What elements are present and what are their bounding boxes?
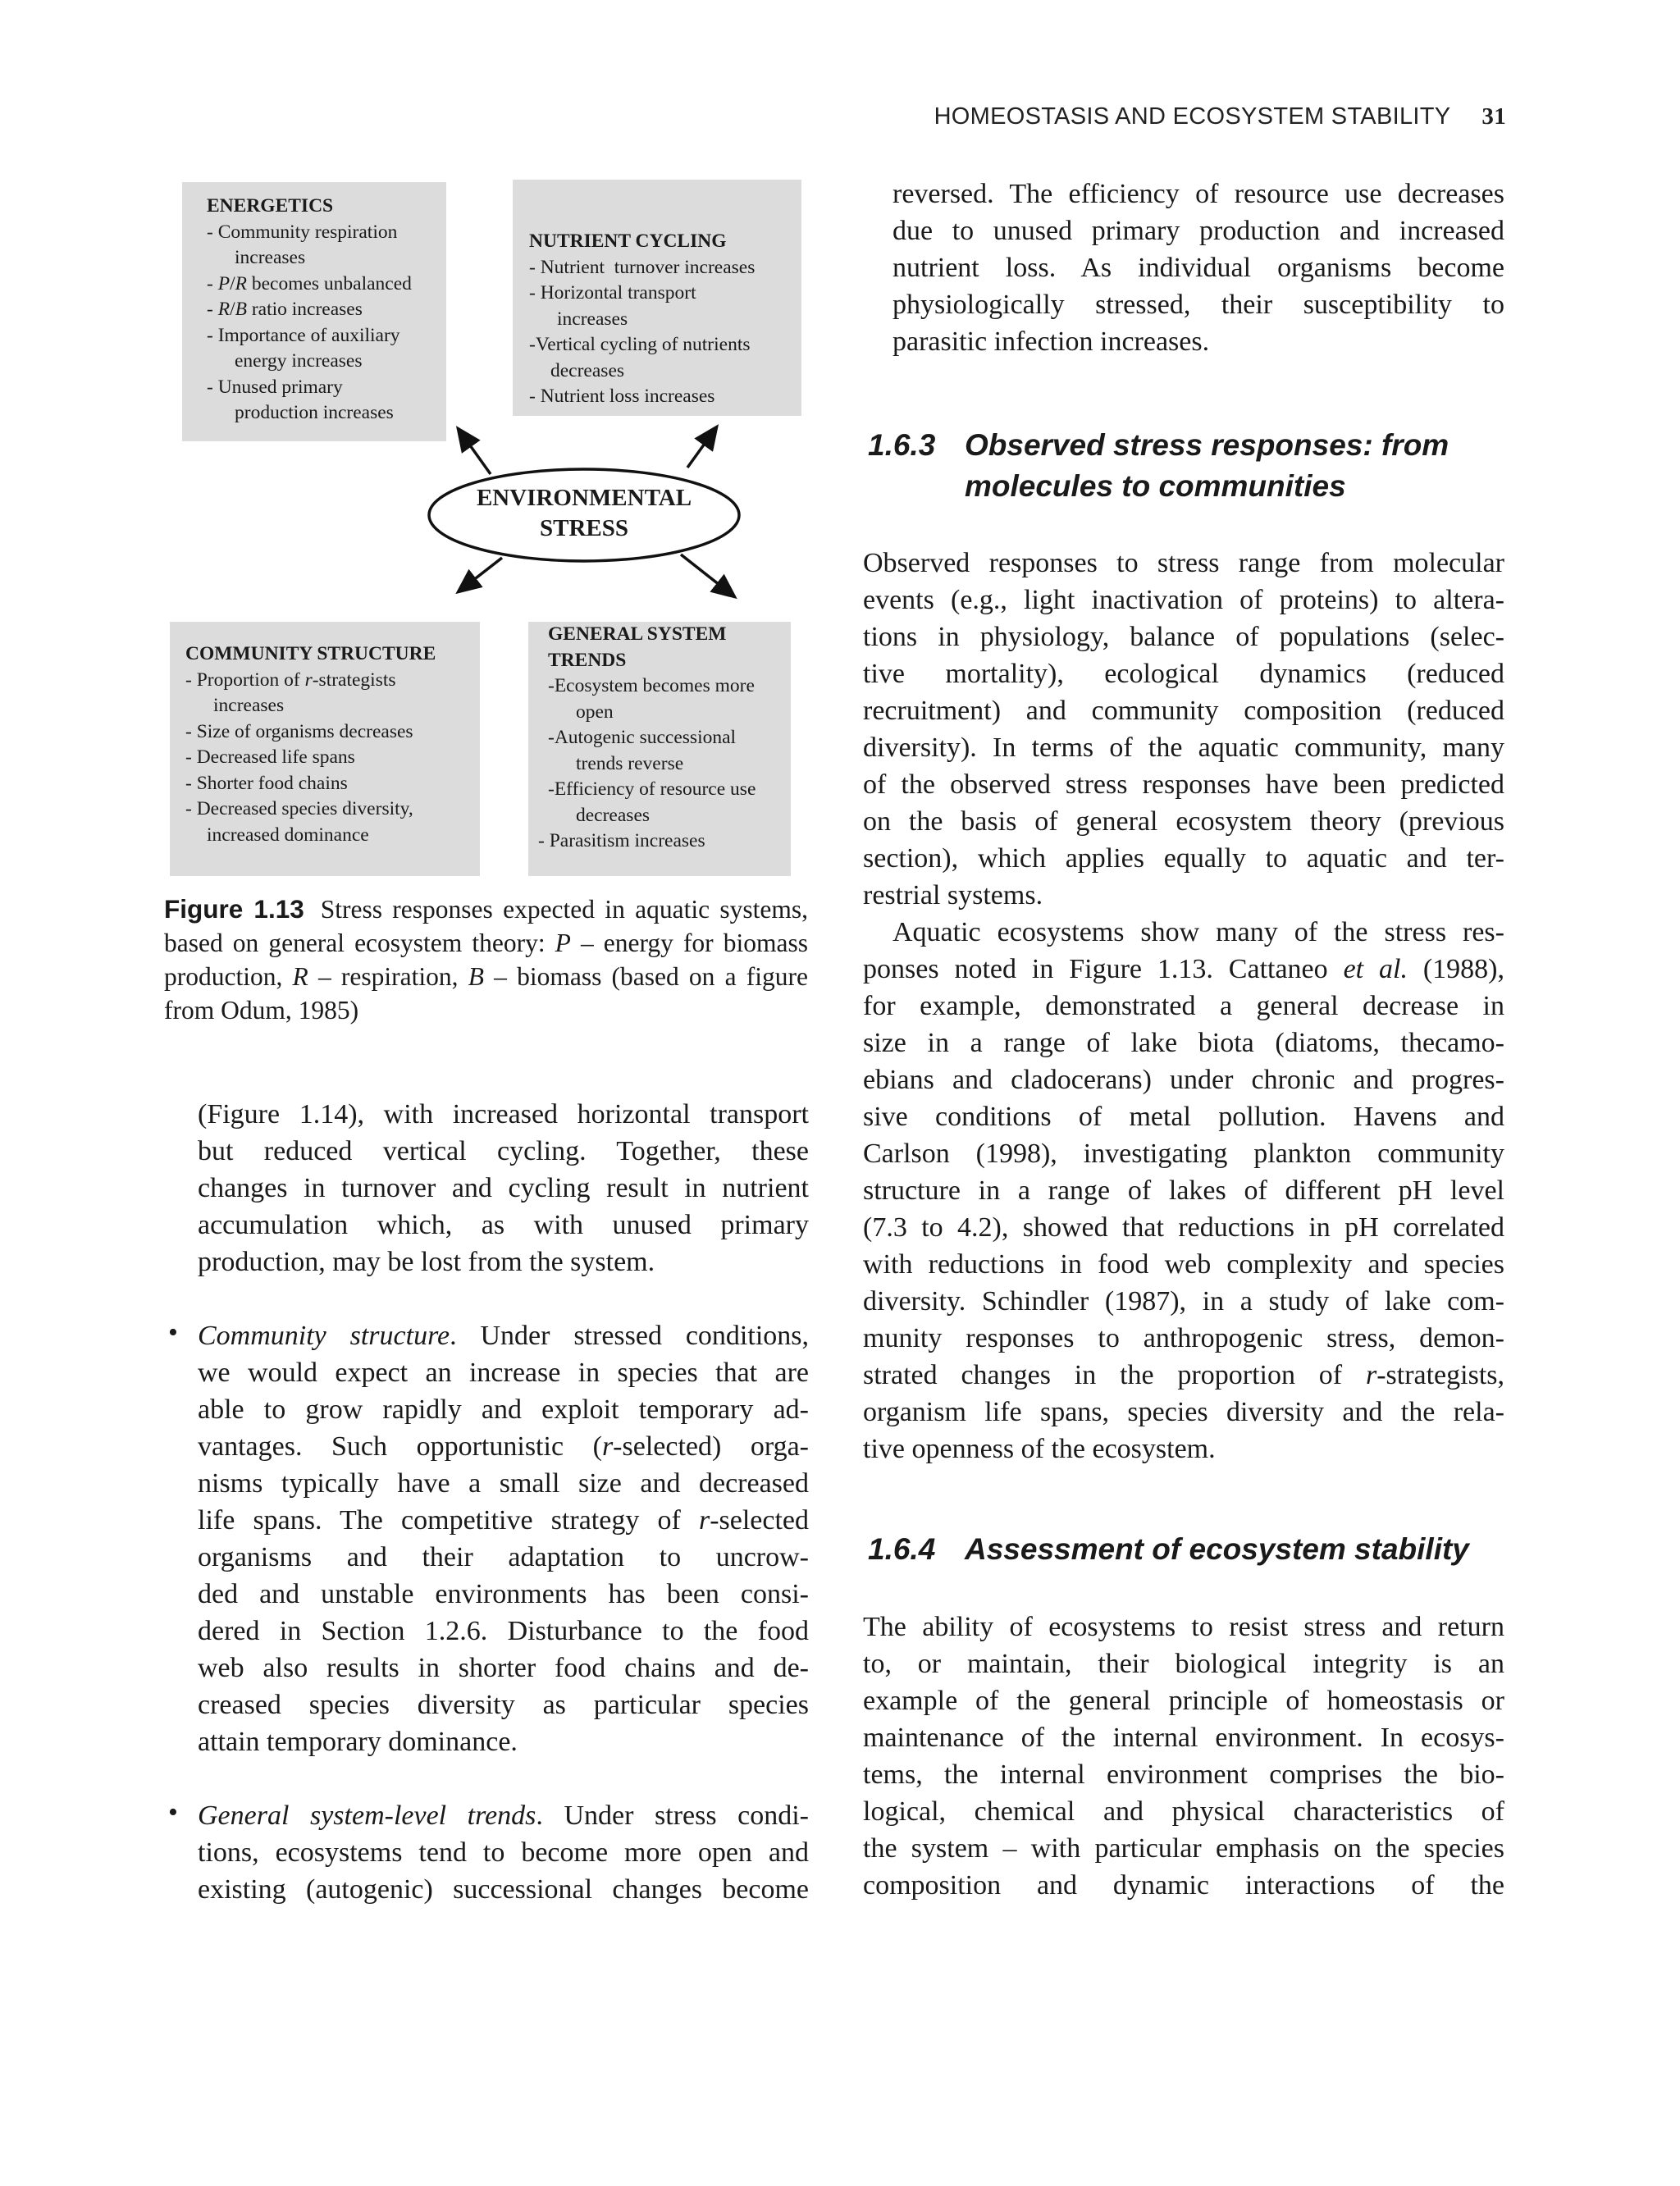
text-line: ponses noted in Figure 1.13. Cattaneo et al. (1988), — [863, 954, 1504, 984]
text-line: but reduced vertical cycling. Together, these — [198, 1136, 809, 1166]
stress-label-line2: STRESS — [539, 515, 628, 541]
text-line: tive mortality), ecological dynamics (reduced — [863, 659, 1504, 689]
text-line: (Figure 1.14), with increased horizontal transport — [198, 1099, 809, 1130]
text-line: web also results in shorter food chains and de- — [198, 1653, 809, 1683]
text-line: changes in turnover and cycling result in nutrient — [198, 1173, 809, 1203]
energetics-line: - Importance of auxiliary — [207, 324, 400, 346]
text-line: section), which applies equally to aquatic and ter- — [863, 843, 1504, 874]
text-line: creased species diversity as particular species — [198, 1690, 809, 1720]
community-line: increases — [213, 695, 285, 716]
text-line: tive openness of the ecosystem. — [863, 1434, 1216, 1464]
energetics-line: - Unused primary — [207, 376, 343, 398]
caption-text: Stress responses expected in aquatic systems, based on general ecosystem theory: P – energy for biomass production, R – respiration, B – biomass (based on a figure from Odum, 1985) — [164, 895, 808, 1025]
text-line: Carlson (1998), investigating plankton community — [863, 1139, 1504, 1169]
text-line: existing (autogenic) successional changes become — [198, 1874, 809, 1905]
general-title-1: GENERAL SYSTEM — [548, 623, 727, 645]
bullet-marker: • — [168, 1797, 178, 1828]
text-line: attain temporary dominance. — [198, 1727, 518, 1757]
text-line: vantages. Such opportunistic (r-selected) orga- — [198, 1431, 809, 1462]
general-line: open — [576, 701, 614, 723]
text-line: tions, ecosystems tend to become more open and — [198, 1837, 809, 1868]
section-1-6-3-body — [863, 545, 1504, 1467]
text-line: Aquatic ecosystems show many of the stress res- — [892, 917, 1504, 947]
energetics-line: production increases — [235, 402, 394, 423]
nutrient-cycling-box — [513, 180, 801, 416]
text-line: The ability of ecosystems to resist stress and return — [863, 1612, 1504, 1642]
text-line: to, or maintain, their biological integrity is an — [863, 1649, 1504, 1679]
text-line: we would expect an increase in species that are — [198, 1358, 809, 1388]
general-title-2: TRENDS — [548, 649, 627, 671]
community-line: - Size of organisms decreases — [185, 720, 413, 742]
energetics-box — [182, 182, 446, 441]
community-line: - Decreased life spans — [185, 746, 355, 768]
energetics-line: - P/R becomes unbalanced — [207, 272, 412, 294]
text-line: events (e.g., light inactivation of proteins) to altera- — [863, 585, 1504, 615]
general-line: -Efficiency of resource use — [548, 778, 756, 800]
text-line: nutrient loss. As individual organisms become — [892, 253, 1504, 283]
arrow-to-nutrient — [687, 427, 717, 468]
community-line: increased dominance — [207, 824, 369, 846]
text-line: General system-level trends. Under stress condi- — [198, 1800, 809, 1831]
text-line: size in a range of lake biota (diatoms, thecamo- — [863, 1028, 1504, 1058]
text-line: tems, the internal environment comprises the bio- — [863, 1759, 1504, 1790]
stress-label-line1: ENVIRONMENTAL — [476, 485, 692, 511]
text-line: tions in physiology, balance of populations (selec- — [863, 622, 1504, 652]
text-line: of the observed stress responses have been predicted — [863, 769, 1504, 800]
page-number: 31 — [1481, 103, 1506, 130]
text-line: parasitic infection increases. — [892, 326, 1210, 357]
energetics-title: ENERGETICS — [207, 195, 334, 217]
text-line: munity responses to anthropogenic stress, demon- — [863, 1323, 1504, 1353]
community-title: COMMUNITY STRUCTURE — [185, 643, 436, 664]
general-line: -Ecosystem becomes more — [548, 675, 755, 696]
text-line: structure in a range of lakes of different pH level — [863, 1175, 1504, 1206]
nutrient-line: increases — [557, 308, 628, 330]
nutrient-title: NUTRIENT CYCLING — [529, 230, 727, 252]
nutrient-line: - Nutrient loss increases — [529, 386, 715, 407]
section-number: 1.6.3 — [868, 428, 936, 462]
section-title: Observed stress responses: from — [965, 428, 1449, 462]
energetics-line: - R/B ratio increases — [207, 299, 363, 320]
text-line: Observed responses to stress range from molecular — [863, 548, 1504, 578]
general-line: -Autogenic successional — [548, 727, 737, 748]
energetics-line: - Community respiration — [207, 221, 398, 243]
section-title-cont: molecules to communities — [965, 469, 1346, 503]
text-line: with reductions in food web complexity and species — [863, 1249, 1504, 1280]
left-column — [198, 1096, 809, 1908]
text-line: accumulation which, as with unused primary — [198, 1210, 809, 1240]
general-system-trends-box — [528, 622, 791, 876]
section-title: Assessment of ecosystem stability — [965, 1532, 1469, 1566]
section-heading-1-6-3 — [868, 425, 1449, 507]
text-line: composition and dynamic interactions of the — [863, 1870, 1504, 1901]
text-line: strated changes in the proportion of r-strategists, — [863, 1360, 1504, 1390]
bullet-lead: Community structure — [198, 1321, 450, 1351]
text-line: logical, chemical and physical characteristics of — [863, 1796, 1504, 1827]
text-line: production, may be lost from the system. — [198, 1247, 655, 1277]
text-line: ded and unstable environments has been consi- — [198, 1579, 809, 1609]
right-column-top — [892, 176, 1504, 360]
general-line: - Parasitism increases — [538, 830, 705, 851]
text-line: sive conditions of metal pollution. Havens and — [863, 1102, 1504, 1132]
nutrient-line: - Horizontal transport — [529, 282, 696, 303]
general-line: trends reverse — [576, 752, 684, 774]
section-number: 1.6.4 — [868, 1532, 936, 1566]
figure-caption — [164, 892, 808, 1027]
bullet-marker: • — [168, 1317, 178, 1348]
bullet-lead: General system-level trends — [198, 1800, 536, 1831]
nutrient-line: -Vertical cycling of nutrients — [529, 334, 751, 355]
text-line: diversity). In terms of the aquatic community, many — [863, 732, 1504, 763]
text-line: able to grow rapidly and exploit temporary ad- — [198, 1394, 809, 1425]
community-structure-box — [170, 622, 480, 876]
text-line: restrial systems. — [863, 880, 1043, 910]
text-line: on the basis of general ecosystem theory (previous — [863, 806, 1504, 837]
text-line: nisms typically have a small size and decreased — [198, 1468, 809, 1499]
text-line: maintenance of the internal environment. In ecosys- — [863, 1723, 1504, 1753]
figure-label: Figure 1.13 — [164, 894, 304, 924]
text-line: diversity. Schindler (1987), in a study of lake com- — [863, 1286, 1504, 1317]
text-line: the system – with particular emphasis on the species — [863, 1833, 1504, 1864]
section-1-6-4-body — [863, 1609, 1504, 1904]
text-line: dered in Section 1.2.6. Disturbance to the food — [198, 1616, 809, 1646]
energetics-line: increases — [235, 247, 306, 268]
text-line: Community structure. Under stressed conditions, — [198, 1321, 809, 1351]
text-line: ebians and cladocerans) under chronic and progres- — [863, 1065, 1504, 1095]
nutrient-line: decreases — [550, 359, 625, 381]
community-line: - Proportion of r-strategists — [185, 669, 396, 691]
text-line: physiologically stressed, their susceptibility to — [892, 290, 1504, 320]
section-heading-1-6-4 — [868, 1529, 1469, 1570]
text-line: (7.3 to 4.2), showed that reductions in pH correlated — [863, 1212, 1504, 1243]
text-line: recruitment) and community composition (reduced — [863, 696, 1504, 726]
text-line: example of the general principle of homeostasis or — [863, 1686, 1504, 1716]
nutrient-line: - Nutrient turnover increases — [529, 256, 756, 278]
community-line: - Shorter food chains — [185, 772, 348, 794]
text-line: organism life spans, species diversity and the rela- — [863, 1397, 1504, 1427]
text-line: organisms and their adaptation to uncrow- — [198, 1542, 809, 1572]
community-line: - Decreased species diversity, — [185, 798, 413, 819]
text-line: life spans. The competitive strategy of r-selected — [198, 1505, 809, 1536]
running-title: HOMEOSTASIS AND ECOSYSTEM STABILITY — [934, 103, 1451, 130]
energetics-line: energy increases — [235, 350, 363, 372]
stress-label — [427, 483, 742, 544]
text-line: due to unused primary production and increased — [892, 216, 1504, 246]
running-header — [934, 103, 1506, 130]
text-line: for example, demonstrated a general decrease in — [863, 991, 1504, 1021]
text-line: reversed. The efficiency of resource use decreases — [892, 179, 1504, 209]
general-line: decreases — [576, 804, 651, 826]
